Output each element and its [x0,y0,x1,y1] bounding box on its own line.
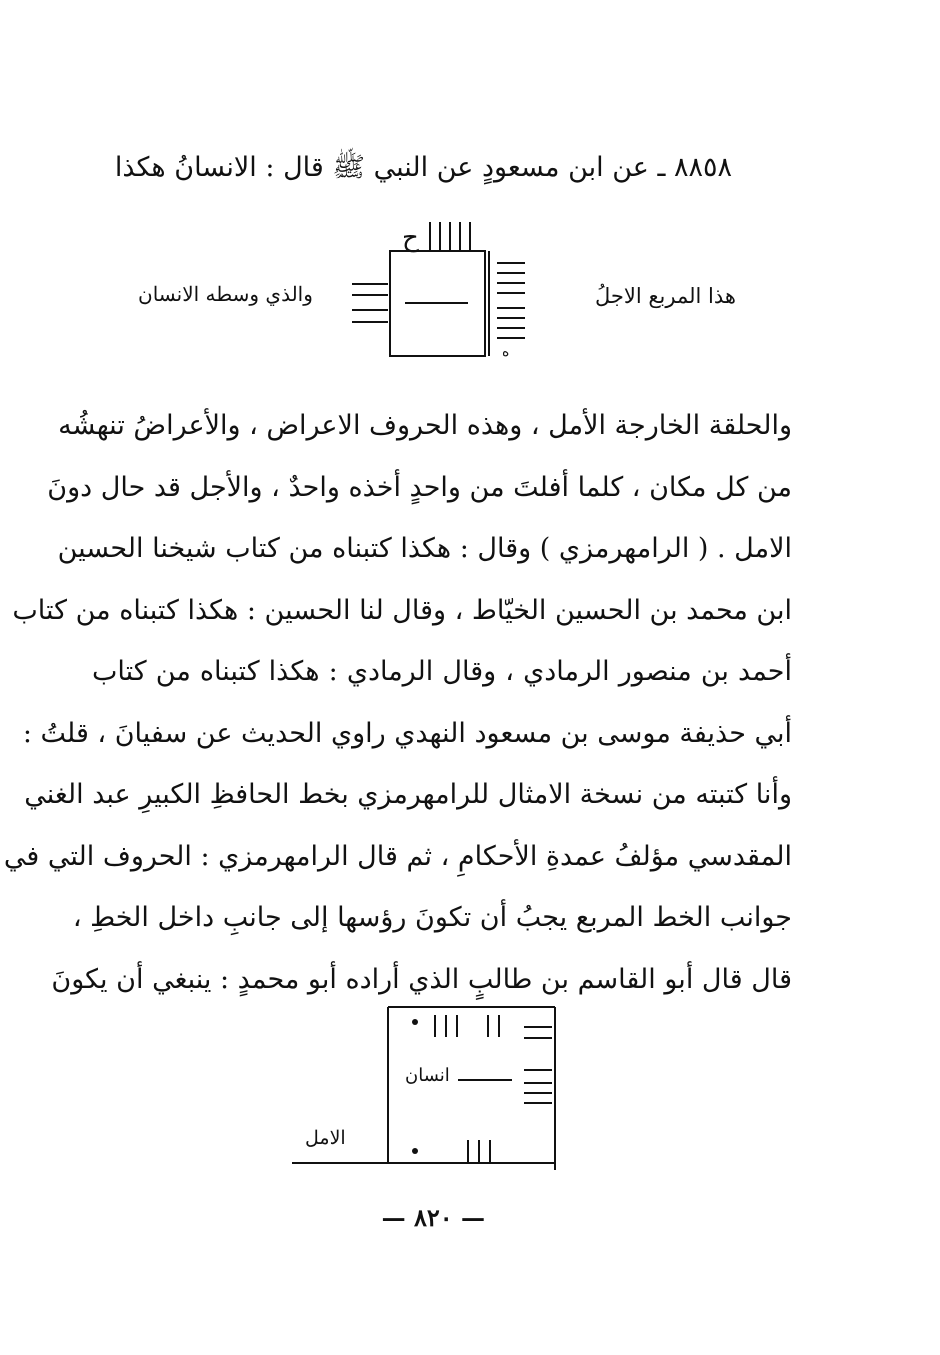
text-line: قال قال أبو القاسم بن طالبٍ الذي أراده أبو محمدٍ : ينبغي أن يكونَ [51,963,792,995]
text-line: المقدسي مؤلفُ عمدةِ الأحكامِ ، ثم قال الرامهرمزي : الحروف التي في [3,840,792,872]
body-text [3,395,792,1010]
text-line: وأنا كتبته من نسخة الامثال للرامهرمزي بخط الحافظِ الكبيرِ عبد الغني [24,779,792,810]
figure-label-insan-bottom: انسان [405,1065,450,1086]
text-line: أحمد بن منصور الرمادي ، وقال الرمادي : هكذا كتبناه من كتاب [92,656,792,687]
figure-amal-square [290,1005,560,1175]
figure-label-ajal: هذا المربع الاجلُ [595,284,736,308]
dot-mark [412,1019,418,1025]
hadith-heading: ٨٨٥٨ ـ عن ابن مسعودٍ عن النبي ﷺ قال : الانسانُ هكذا [114,152,732,183]
figure-label-amal: الامل [305,1127,346,1149]
figure-bottom-mark: ه [502,344,510,360]
figure-label-insan: والذي وسطه الانسان [138,282,313,306]
figure-top-mark: ح [402,223,419,253]
dot-mark [412,1148,418,1154]
text-line: أبي حذيفة موسى بن مسعود النهدي راوي الحديث عن سفيانَ ، قلتُ : [22,717,792,749]
page-number: — ٨٢٠ — [381,1203,485,1232]
text-line: جوانب الخط المربع يجبُ أن تكونَ رؤسها إلى جانبِ داخل الخطِ ، [72,902,792,933]
text-line: من كل مكان ، كلما أفلتَ من واحدٍ أخذه واحدٌ ، والأجل قد حال دونَ [47,471,792,503]
text-line: ابن محمد بن الحسين الخيّاط ، وقال لنا الحسين : هكذا كتبناه من كتاب [12,594,792,626]
text-line: والحلقة الخارجة الأمل ، وهذه الحروف الاعراض ، والأعراضُ تنهشُه [58,410,792,441]
text-line: الامل . ( الرامهرمزي ) وقال : هكذا كتبناه من كتاب شيخنا الحسين [57,533,792,564]
figure-ajal-square [340,218,540,368]
